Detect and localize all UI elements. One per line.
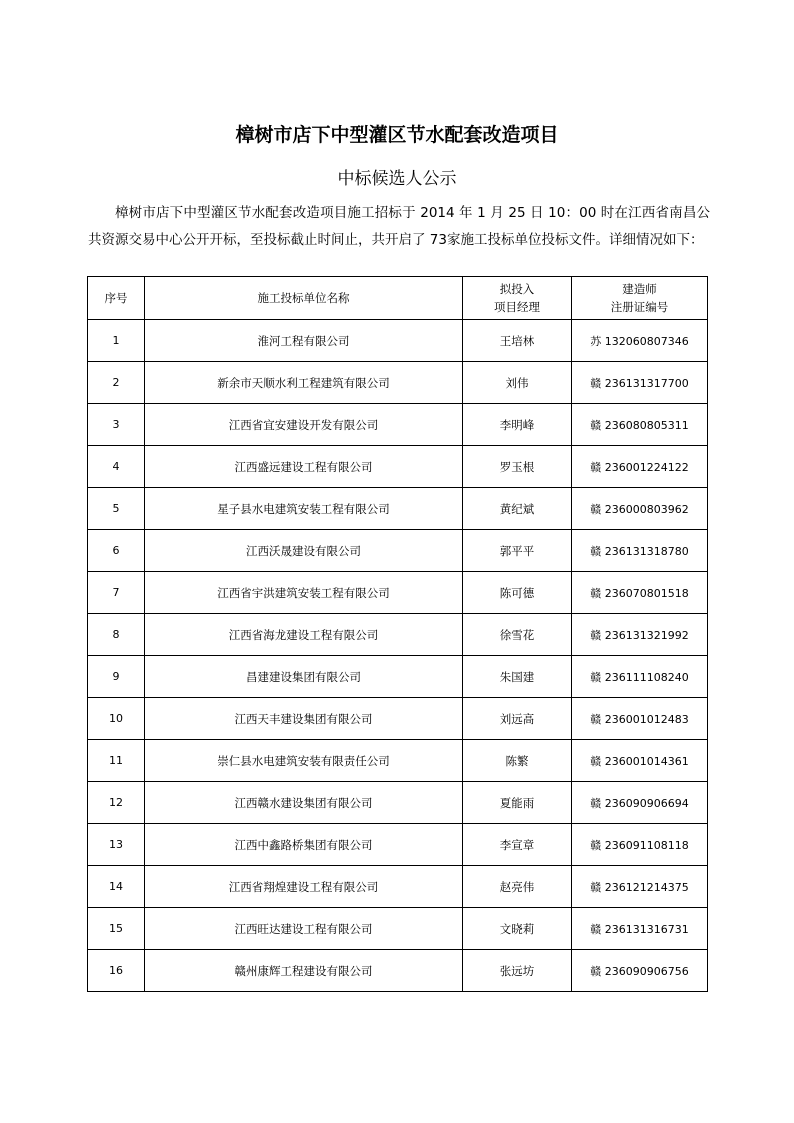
table-row	[88, 950, 708, 992]
row-index: 9	[88, 656, 145, 698]
row-manager: 李宣章	[463, 824, 572, 866]
row-manager: 张远坊	[463, 950, 572, 992]
row-manager: 徐雪花	[463, 614, 572, 656]
table-row	[88, 614, 708, 656]
row-company: 江西中鑫路桥集团有限公司	[145, 824, 463, 866]
row-company: 江西旺达建设工程有限公司	[145, 908, 463, 950]
row-manager: 赵亮伟	[463, 866, 572, 908]
intro-paragraph: 樟树市店下中型灌区节水配套改造项目施工招标于 2014 年 1 月 25 日 10：00 时在江西省南昌公共资源交易中心公开开标，至投标截止时间止，共开启了 73家施工投标单位投标文件。详细情况如下：	[88, 205, 710, 248]
row-cert: 赣 236000803962	[572, 488, 708, 530]
row-company: 江西沃晟建设有限公司	[145, 530, 463, 572]
row-cert: 赣 236070801518	[572, 572, 708, 614]
header-company: 施工投标单位名称	[145, 277, 463, 320]
row-cert: 苏 132060807346	[572, 320, 708, 362]
row-manager: 夏能雨	[463, 782, 572, 824]
row-index: 1	[88, 320, 145, 362]
row-index: 14	[88, 866, 145, 908]
document-title: 樟树市店下中型灌区节水配套改造项目	[235, 124, 559, 146]
table-row	[88, 572, 708, 614]
row-index: 7	[88, 572, 145, 614]
row-company: 江西省翔煌建设工程有限公司	[145, 866, 463, 908]
row-cert: 赣 236080805311	[572, 404, 708, 446]
bidders-table	[87, 276, 708, 992]
table-row	[88, 656, 708, 698]
row-manager: 黄纪斌	[463, 488, 572, 530]
row-manager: 罗玉根	[463, 446, 572, 488]
table-row	[88, 320, 708, 362]
table-row	[88, 740, 708, 782]
row-manager: 李明峰	[463, 404, 572, 446]
table-row	[88, 488, 708, 530]
row-company: 昌建建设集团有限公司	[145, 656, 463, 698]
table-row	[88, 782, 708, 824]
table-row	[88, 362, 708, 404]
row-company: 江西天丰建设集团有限公司	[145, 698, 463, 740]
header-manager-line2: 项目经理	[494, 300, 540, 314]
row-cert: 赣 236131317700	[572, 362, 708, 404]
row-index: 13	[88, 824, 145, 866]
row-index: 4	[88, 446, 145, 488]
row-cert: 赣 236090906694	[572, 782, 708, 824]
row-company: 淮河工程有限公司	[145, 320, 463, 362]
row-manager: 朱国建	[463, 656, 572, 698]
table-body	[88, 320, 708, 992]
row-cert: 赣 236121214375	[572, 866, 708, 908]
row-company: 江西省宇洪建筑安装工程有限公司	[145, 572, 463, 614]
row-manager: 郭平平	[463, 530, 572, 572]
row-index: 2	[88, 362, 145, 404]
row-company: 江西省宜安建设开发有限公司	[145, 404, 463, 446]
header-cert-line2: 注册证编号	[610, 300, 669, 314]
row-cert: 赣 236131318780	[572, 530, 708, 572]
header-manager-line1: 拟投入	[499, 282, 535, 296]
header-index: 序号	[88, 277, 145, 320]
row-index: 8	[88, 614, 145, 656]
row-cert: 赣 236111108240	[572, 656, 708, 698]
row-cert: 赣 236001012483	[572, 698, 708, 740]
row-index: 3	[88, 404, 145, 446]
header-cert-line1: 建造师	[622, 282, 657, 296]
row-cert: 赣 236091108118	[572, 824, 708, 866]
table-row	[88, 866, 708, 908]
header-cert	[572, 277, 708, 320]
table-row	[88, 530, 708, 572]
row-manager: 陈可德	[463, 572, 572, 614]
header-manager	[463, 277, 572, 320]
row-index: 5	[88, 488, 145, 530]
table-row	[88, 698, 708, 740]
row-cert: 赣 236001224122	[572, 446, 708, 488]
row-index: 12	[88, 782, 145, 824]
row-cert: 赣 236131321992	[572, 614, 708, 656]
row-manager: 文晓莉	[463, 908, 572, 950]
row-index: 11	[88, 740, 145, 782]
table-header-row	[88, 277, 708, 320]
row-company: 崇仁县水电建筑安装有限责任公司	[145, 740, 463, 782]
row-manager: 王培林	[463, 320, 572, 362]
row-manager: 陈繁	[463, 740, 572, 782]
row-manager: 刘伟	[463, 362, 572, 404]
table-row	[88, 824, 708, 866]
row-company: 新余市天顺水利工程建筑有限公司	[145, 362, 463, 404]
row-manager: 刘远高	[463, 698, 572, 740]
row-index: 6	[88, 530, 145, 572]
row-cert: 赣 236001014361	[572, 740, 708, 782]
row-company: 江西省海龙建设工程有限公司	[145, 614, 463, 656]
document-subtitle: 中标候选人公示	[337, 169, 457, 189]
row-company: 赣州康辉工程建设有限公司	[145, 950, 463, 992]
row-company: 江西赣水建设集团有限公司	[145, 782, 463, 824]
row-index: 10	[88, 698, 145, 740]
row-index: 16	[88, 950, 145, 992]
row-cert: 赣 236090906756	[572, 950, 708, 992]
table-row	[88, 908, 708, 950]
row-company: 星子县水电建筑安装工程有限公司	[145, 488, 463, 530]
table-row	[88, 404, 708, 446]
row-index: 15	[88, 908, 145, 950]
row-cert: 赣 236131316731	[572, 908, 708, 950]
table-row	[88, 446, 708, 488]
row-company: 江西盛远建设工程有限公司	[145, 446, 463, 488]
